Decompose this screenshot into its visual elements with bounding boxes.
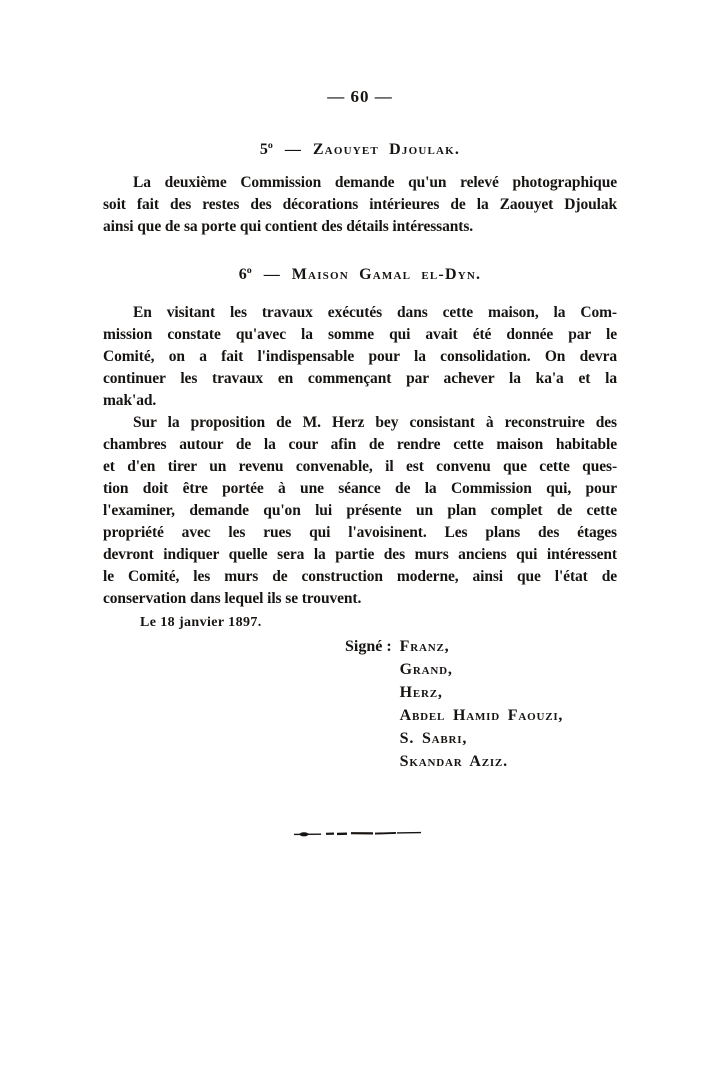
text-line: devront indiquer quelle sera la partie des murs anciens qui intéressent xyxy=(103,546,617,563)
section-6-ordinal: o xyxy=(246,265,252,276)
text-line: ainsi que de sa porte qui contient des détails intéressants. xyxy=(103,218,474,235)
text-line: chambres autour de la cour afin de rendre cette maison habitable xyxy=(103,436,617,453)
signatory-name: Skandar Aziz. xyxy=(399,753,508,770)
paragraph-maison-1 xyxy=(103,302,617,412)
paragraph-zaouyet xyxy=(103,172,617,238)
date-line: Le 18 janvier 1897. xyxy=(140,615,262,630)
text-line: continuer les travaux en commençant par achever la ka'a et la xyxy=(103,370,617,387)
signatory-name: Grand, xyxy=(399,661,453,678)
text-line: tion doit être portée à une séance de la Commission qui, pour xyxy=(103,480,617,497)
text-line: et d'en tirer un revenu convenable, il est convenu que cette ques- xyxy=(103,458,617,475)
paragraph-maison-2 xyxy=(103,412,617,610)
section-6-number: 6 xyxy=(238,266,247,283)
heading-dash: — xyxy=(284,141,301,158)
text-line: soit fait des restes des décorations intérieures de la Zaouyet Djoulak xyxy=(103,196,617,213)
heading-dash: — xyxy=(263,266,280,283)
section-6-heading xyxy=(103,260,617,286)
text-line: mission constate qu'avec la somme qui avait été donnée par le xyxy=(103,326,617,343)
text-column xyxy=(103,0,617,839)
signatory-name: Abdel Hamid Faouzi, xyxy=(399,707,564,724)
text-line: le Comité, les murs de construction moderne, ainsi que l'état de xyxy=(103,568,617,585)
section-6-title: Maison Gamal el-Dyn. xyxy=(291,266,482,283)
end-rule-ornament xyxy=(293,829,423,839)
text-line: Sur la proposition de M. Herz bey consistant à reconstruire des xyxy=(133,414,617,431)
section-5-ordinal: o xyxy=(267,140,273,151)
signatory-name: Franz, xyxy=(399,638,450,655)
signature-block xyxy=(103,635,617,773)
section-5-heading xyxy=(103,135,617,161)
text-line: Comité, on a fait l'indispensable pour la consolidation. On devra xyxy=(103,348,617,365)
section-5-number: 5 xyxy=(259,141,268,158)
text-line: mak'ad. xyxy=(103,392,157,409)
text-line: La deuxième Commission demande qu'un relevé photographique xyxy=(133,174,617,191)
section-5-title: Zaouyet Djoulak. xyxy=(312,141,461,158)
signatory-name: Herz, xyxy=(399,684,443,701)
signature-label: Signé : xyxy=(345,638,392,655)
text-line: En visitant les travaux exécutés dans cette maison, la Com- xyxy=(133,304,617,321)
text-line: propriété avec les rues qui l'avoisinent. Les plans des étages xyxy=(103,524,617,541)
page-number: — 60 — xyxy=(327,87,393,106)
text-line: l'examiner, demande qu'on lui présente un plan complet de cette xyxy=(103,502,617,519)
signatory-list xyxy=(400,635,564,773)
signatory-name: S. Sabri, xyxy=(399,730,468,747)
text-line: conservation dans lequel ils se trouvent. xyxy=(103,590,362,607)
